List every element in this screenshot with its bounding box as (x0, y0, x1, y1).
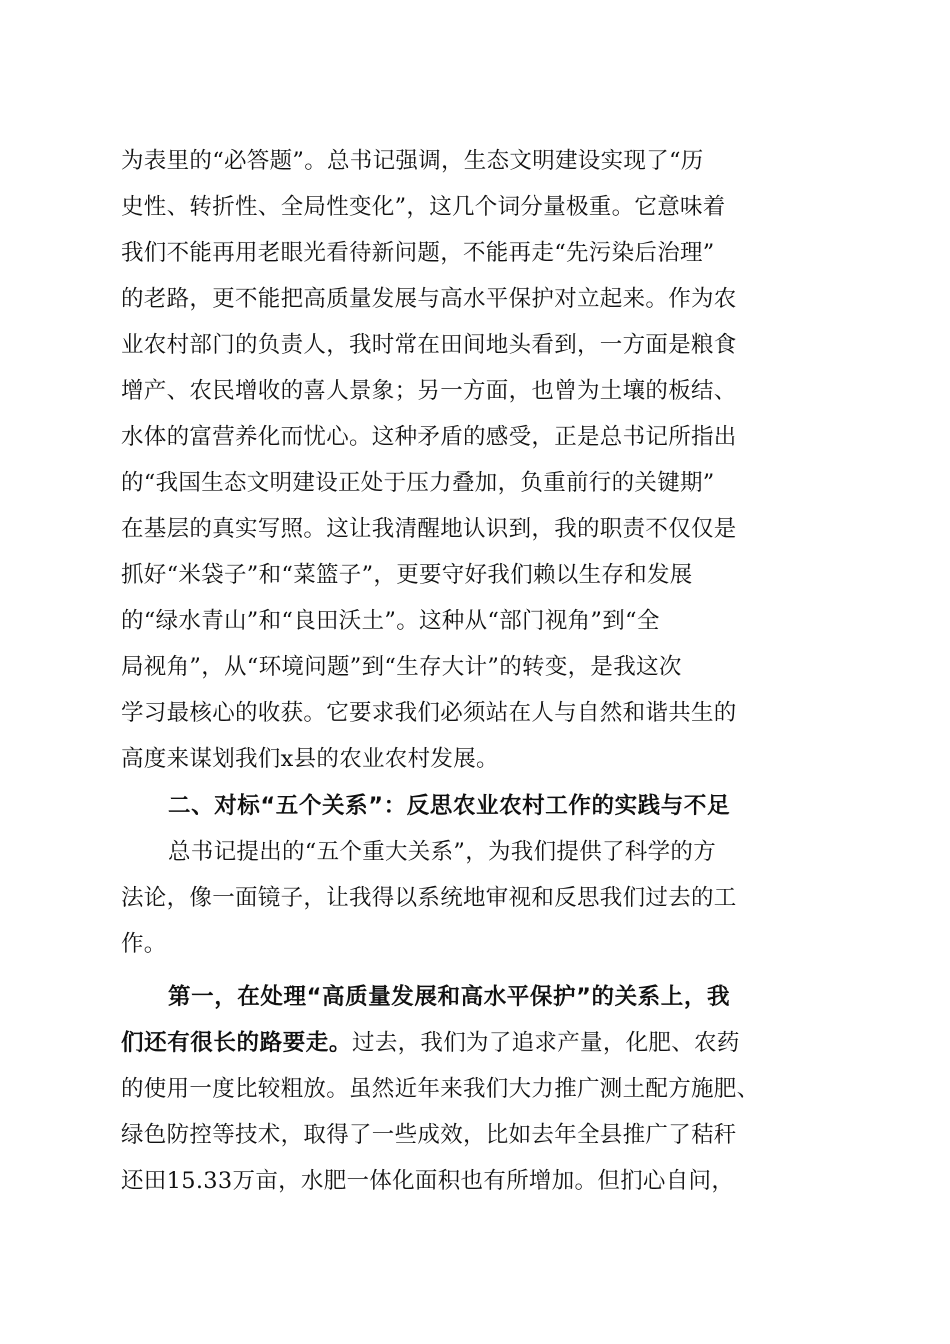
text-line: 抓好“米袋子”和“菜篮子”，更要守好我们赖以生存和发展 (121, 562, 693, 588)
section-heading: 二、对标“五个关系”：反思农业农村工作的实践与不足 (168, 793, 731, 819)
text-line: 为表里的“必答题”。总书记强调，生态文明建设实现了“历 (121, 148, 704, 174)
text-line: 局视角”，从“环境问题”到“生存大计”的转变，是我这次 (121, 654, 682, 680)
text-line: 业农村部门的负责人，我时常在田间地头看到，一方面是粮食 (121, 332, 737, 358)
text-line: 还田15.33万亩，水肥一体化面积也有所增加。但扪心自问， (121, 1168, 735, 1194)
text-line: 增产、农民增收的喜人景象；另一方面，也曾为土壤的板结、 (121, 378, 737, 404)
text-line: 的“我国生态文明建设正处于压力叠加，负重前行的关键期” (121, 470, 715, 496)
text-line: 的使用一度比较粗放。虽然近年来我们大力推广测土配方施肥、 (121, 1076, 760, 1102)
text-line: 我们不能再用老眼光看待新问题，不能再走“先污染后治理” (121, 240, 715, 266)
text-line: 的“绿水青山”和“良田沃土”。这种从“部门视角”到“全 (121, 608, 660, 634)
text-line: 总书记提出的“五个重大关系”，为我们提供了科学的方 (168, 839, 717, 865)
text-line: 作。 (121, 931, 167, 957)
point-one-title: 第一，在处理“高质量发展和高水平保护”的关系上，我 (168, 984, 731, 1010)
text-line: 绿色防控等技术，取得了一些成效，比如去年全县推广了秸秆 (121, 1122, 737, 1148)
text-line: 水体的富营养化而忧心。这种矛盾的感受，正是总书记所指出 (121, 424, 737, 450)
text-line: 的老路，更不能把高质量发展与高水平保护对立起来。作为农 (121, 286, 737, 312)
text-line: 在基层的真实写照。这让我清醒地认识到，我的职责不仅仅是 (121, 516, 737, 542)
text-line: 史性、转折性、全局性变化”，这几个词分量极重。它意味着 (121, 194, 726, 220)
text-line: 高度来谋划我们x县的农业农村发展。 (121, 746, 499, 772)
text-line: 法论，像一面镜子，让我得以系统地审视和反思我们过去的工 (121, 885, 737, 911)
point-one-title-end: 们还有很长的路要走。 (121, 1030, 353, 1056)
point-one-text: 过去，我们为了追求产量，化肥、农药 (352, 1030, 740, 1056)
text-line: 学习最核心的收获。它要求我们必须站在人与自然和谐共生的 (121, 700, 737, 726)
text-line (121, 1028, 841, 1058)
